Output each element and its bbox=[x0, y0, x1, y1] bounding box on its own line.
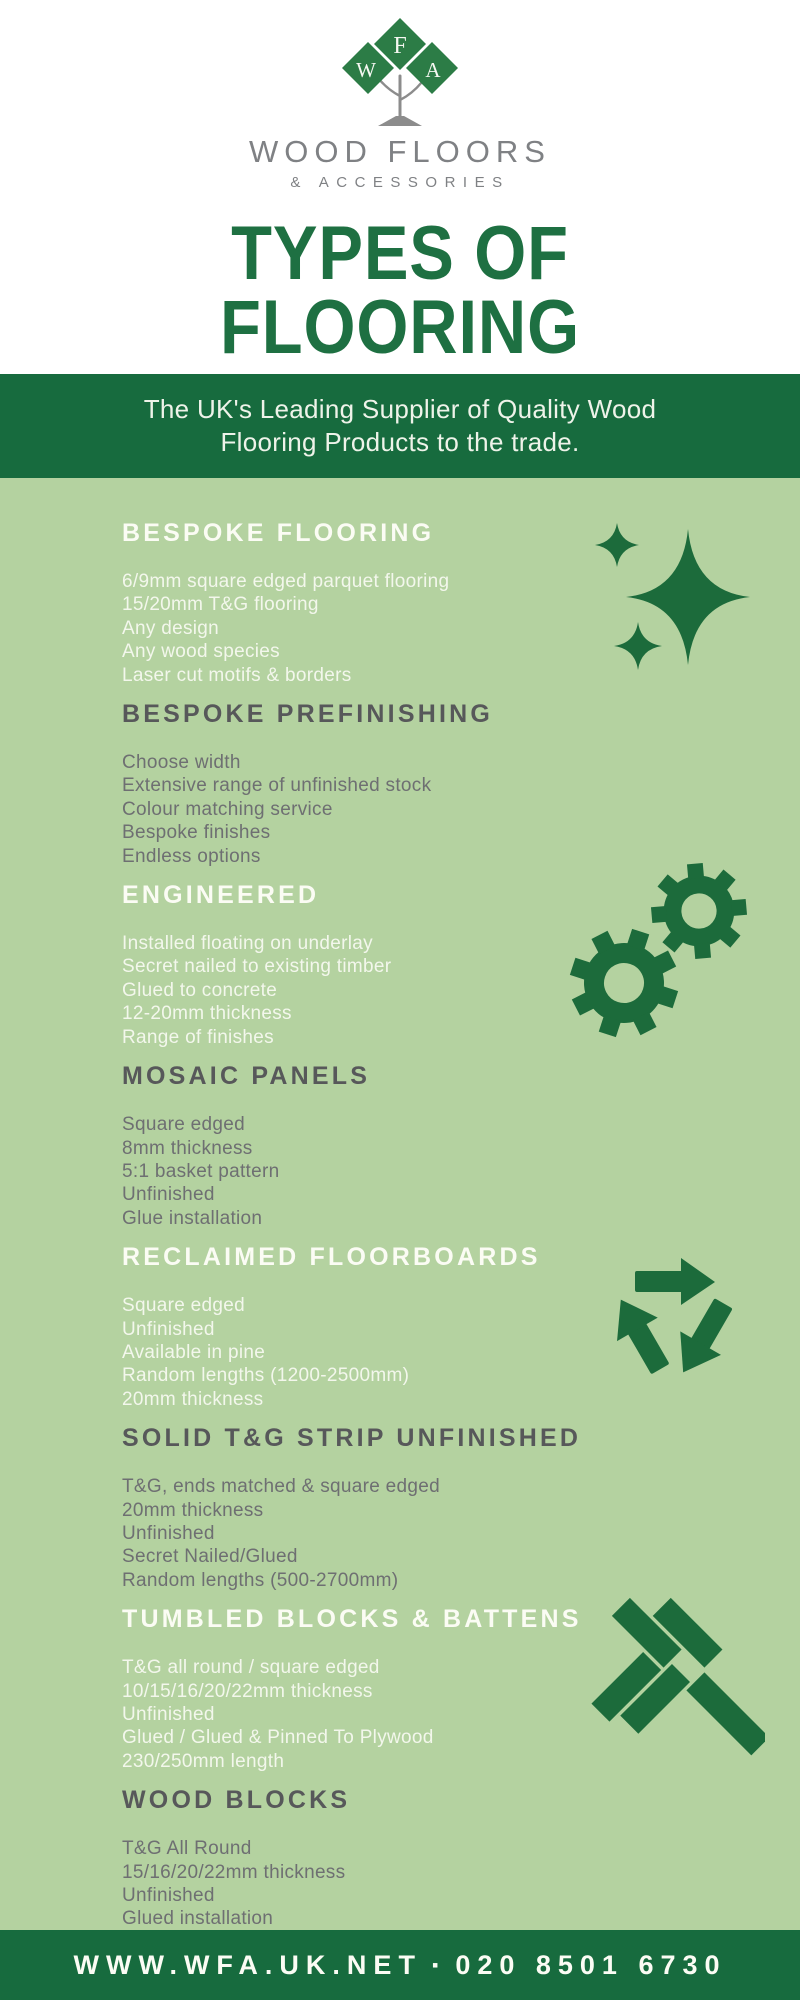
section-engineered bbox=[122, 880, 770, 1049]
list-item: Any wood species bbox=[122, 641, 280, 663]
list-item: Installed floating on underlay bbox=[122, 933, 373, 955]
tagline-line-1: The UK's Leading Supplier of Quality Wood bbox=[143, 394, 657, 424]
list-item: T&G All Round bbox=[122, 1838, 252, 1860]
section-list bbox=[122, 1113, 770, 1230]
section-list bbox=[122, 932, 770, 1049]
list-item: Unfinished bbox=[122, 1885, 215, 1907]
list-item: T&G, ends matched & square edged bbox=[122, 1476, 441, 1498]
list-item: Glue installation bbox=[122, 1207, 263, 1229]
header bbox=[0, 0, 800, 374]
list-item: Square edged bbox=[122, 1295, 245, 1317]
list-item: 5:1 basket pattern bbox=[122, 1160, 280, 1182]
list-item: 10/15/16/20/22mm thickness bbox=[122, 1680, 373, 1702]
section-list bbox=[122, 1837, 770, 1930]
section-bespoke-flooring bbox=[122, 518, 770, 687]
list-item: Random lengths (500-2700mm) bbox=[122, 1569, 399, 1591]
list-item: Secret nailed to existing timber bbox=[122, 956, 392, 978]
list-item: Unfinished bbox=[122, 1184, 215, 1206]
section-wood-blocks bbox=[122, 1785, 770, 1930]
logo-letter-w: W bbox=[356, 58, 376, 82]
list-item: Choose width bbox=[122, 752, 241, 774]
logo-letter-f: F bbox=[393, 33, 407, 59]
list-item: Endless options bbox=[122, 845, 261, 867]
section-heading: BESPOKE PREFINISHING bbox=[122, 700, 493, 729]
section-heading: SOLID T&G STRIP UNFINISHED bbox=[122, 1424, 582, 1453]
list-item: Square edged bbox=[122, 1114, 245, 1136]
list-item: Glued / Glued & Pinned To Plywood bbox=[122, 1727, 434, 1749]
section-list bbox=[122, 751, 770, 868]
section-heading: BESPOKE FLOORING bbox=[122, 519, 435, 547]
section-bespoke-prefinishing bbox=[122, 699, 770, 868]
list-item: Unfinished bbox=[122, 1522, 215, 1544]
list-item: 15/20mm T&G flooring bbox=[122, 594, 319, 616]
section-heading: TUMBLED BLOCKS & BATTENS bbox=[122, 1605, 582, 1634]
list-item: Glued to concrete bbox=[122, 979, 278, 1001]
section-list bbox=[122, 1294, 770, 1411]
section-list bbox=[122, 1656, 770, 1773]
list-item: Secret Nailed/Glued bbox=[122, 1546, 298, 1568]
list-item: Range of finishes bbox=[122, 1026, 274, 1048]
tagline-banner bbox=[0, 374, 800, 478]
list-item: Laser cut motifs & borders bbox=[122, 664, 352, 686]
list-item: 6/9mm square edged parquet flooring bbox=[122, 571, 450, 592]
list-item: 20mm thickness bbox=[122, 1388, 264, 1410]
list-item: Unfinished bbox=[122, 1704, 215, 1725]
list-item: Available in pine bbox=[122, 1341, 266, 1363]
brand-subname: & ACCESSORIES bbox=[290, 174, 510, 191]
list-item: Any design bbox=[122, 617, 220, 639]
list-item: Glued installation bbox=[122, 1908, 274, 1930]
section-tumbled-blocks-battens bbox=[122, 1604, 770, 1773]
footer-bar bbox=[0, 1930, 800, 2000]
logo-letter-a: A bbox=[425, 58, 441, 82]
list-item: Colour matching service bbox=[122, 798, 333, 820]
company-logo bbox=[0, 0, 800, 191]
page-title bbox=[48, 211, 752, 370]
footer-phone: 020 8501 6730 bbox=[455, 1949, 727, 1980]
list-item: Extensive range of unfinished stock bbox=[122, 775, 432, 797]
list-item: 20mm thickness bbox=[122, 1499, 264, 1521]
list-item: 8mm thickness bbox=[122, 1137, 253, 1159]
section-list bbox=[122, 1475, 770, 1592]
list-item: Bespoke finishes bbox=[122, 822, 271, 844]
footer-separator-icon: ▪ bbox=[431, 1954, 446, 1975]
tagline-line-2: Flooring Products to the trade. bbox=[220, 427, 580, 457]
footer-website: WWW.WFA.UK.NET bbox=[73, 1949, 422, 1980]
list-item: Random lengths (1200-2500mm) bbox=[122, 1365, 410, 1387]
brand-name: WOOD FLOORS bbox=[249, 134, 551, 169]
title-line-2: FLOORING bbox=[219, 285, 580, 370]
section-solid-t-g-strip-unfinished bbox=[122, 1423, 770, 1592]
wfa-tree-logo-icon bbox=[300, 16, 500, 140]
list-item: T&G all round / square edged bbox=[122, 1657, 380, 1679]
section-heading: WOOD BLOCKS bbox=[122, 1786, 351, 1815]
section-heading: MOSAIC PANELS bbox=[122, 1062, 371, 1091]
section-mosaic-panels bbox=[122, 1061, 770, 1230]
title-line-1: TYPES OF bbox=[231, 211, 569, 296]
section-reclaimed-floorboards bbox=[122, 1242, 770, 1411]
section-heading: ENGINEERED bbox=[122, 881, 320, 910]
list-item: 230/250mm length bbox=[122, 1750, 285, 1772]
section-list bbox=[122, 570, 770, 687]
section-heading: RECLAIMED FLOORBOARDS bbox=[122, 1243, 541, 1272]
list-item: 15/16/20/22mm thickness bbox=[122, 1861, 346, 1883]
sections bbox=[0, 478, 800, 1930]
list-item: Unfinished bbox=[122, 1318, 215, 1340]
list-item: 12-20mm thickness bbox=[122, 1003, 292, 1025]
